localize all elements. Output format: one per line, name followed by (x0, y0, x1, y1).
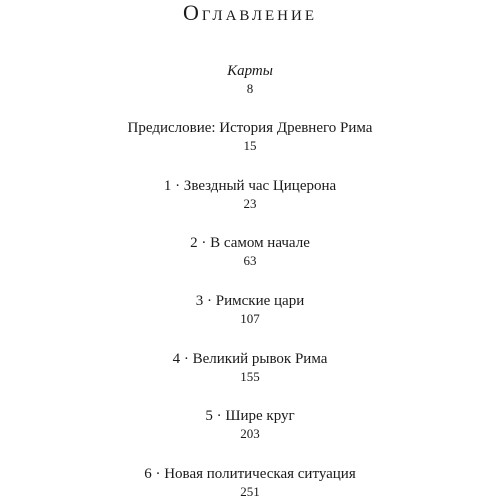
toc-entry-title: 5 · Шире круг (205, 408, 295, 424)
toc-entry-page: 63 (243, 253, 257, 268)
toc-entry-chapter-4[interactable] (0, 350, 500, 385)
toc-entry-title: 3 · Римские цари (195, 293, 305, 309)
toc-entry-preface[interactable] (0, 119, 500, 154)
toc-entry-chapter-1[interactable] (0, 177, 500, 212)
toc-entry-chapter-3[interactable] (0, 292, 500, 327)
toc-entry-page: 155 (240, 369, 260, 384)
toc-entry-title: Карты (227, 63, 273, 79)
toc-entry-page: 203 (240, 426, 260, 441)
toc-entry-page: 15 (243, 138, 257, 153)
toc-entry-chapter-2[interactable] (0, 234, 500, 269)
page-title: Оглавление (182, 0, 318, 25)
toc-entry-chapter-6[interactable] (0, 465, 500, 500)
toc-entry-page: 251 (240, 484, 260, 499)
toc-entry-title: 1 · Звездный час Цицерона (163, 178, 337, 194)
toc-entry-title: 6 · Новая политическая ситуация (144, 466, 356, 482)
toc-entry-title: 4 · Великий рывок Рима (172, 351, 328, 367)
toc-entry-maps[interactable] (0, 62, 500, 97)
toc-entry-chapter-5[interactable] (0, 407, 500, 442)
toc-entry-page: 23 (243, 196, 257, 211)
toc-entry-page: 8 (246, 81, 254, 96)
toc-entry-page: 107 (240, 311, 260, 326)
toc-entry-title: Предисловие: История Древнего Рима (127, 120, 373, 136)
toc-entry-title: 2 · В самом начале (190, 235, 310, 251)
